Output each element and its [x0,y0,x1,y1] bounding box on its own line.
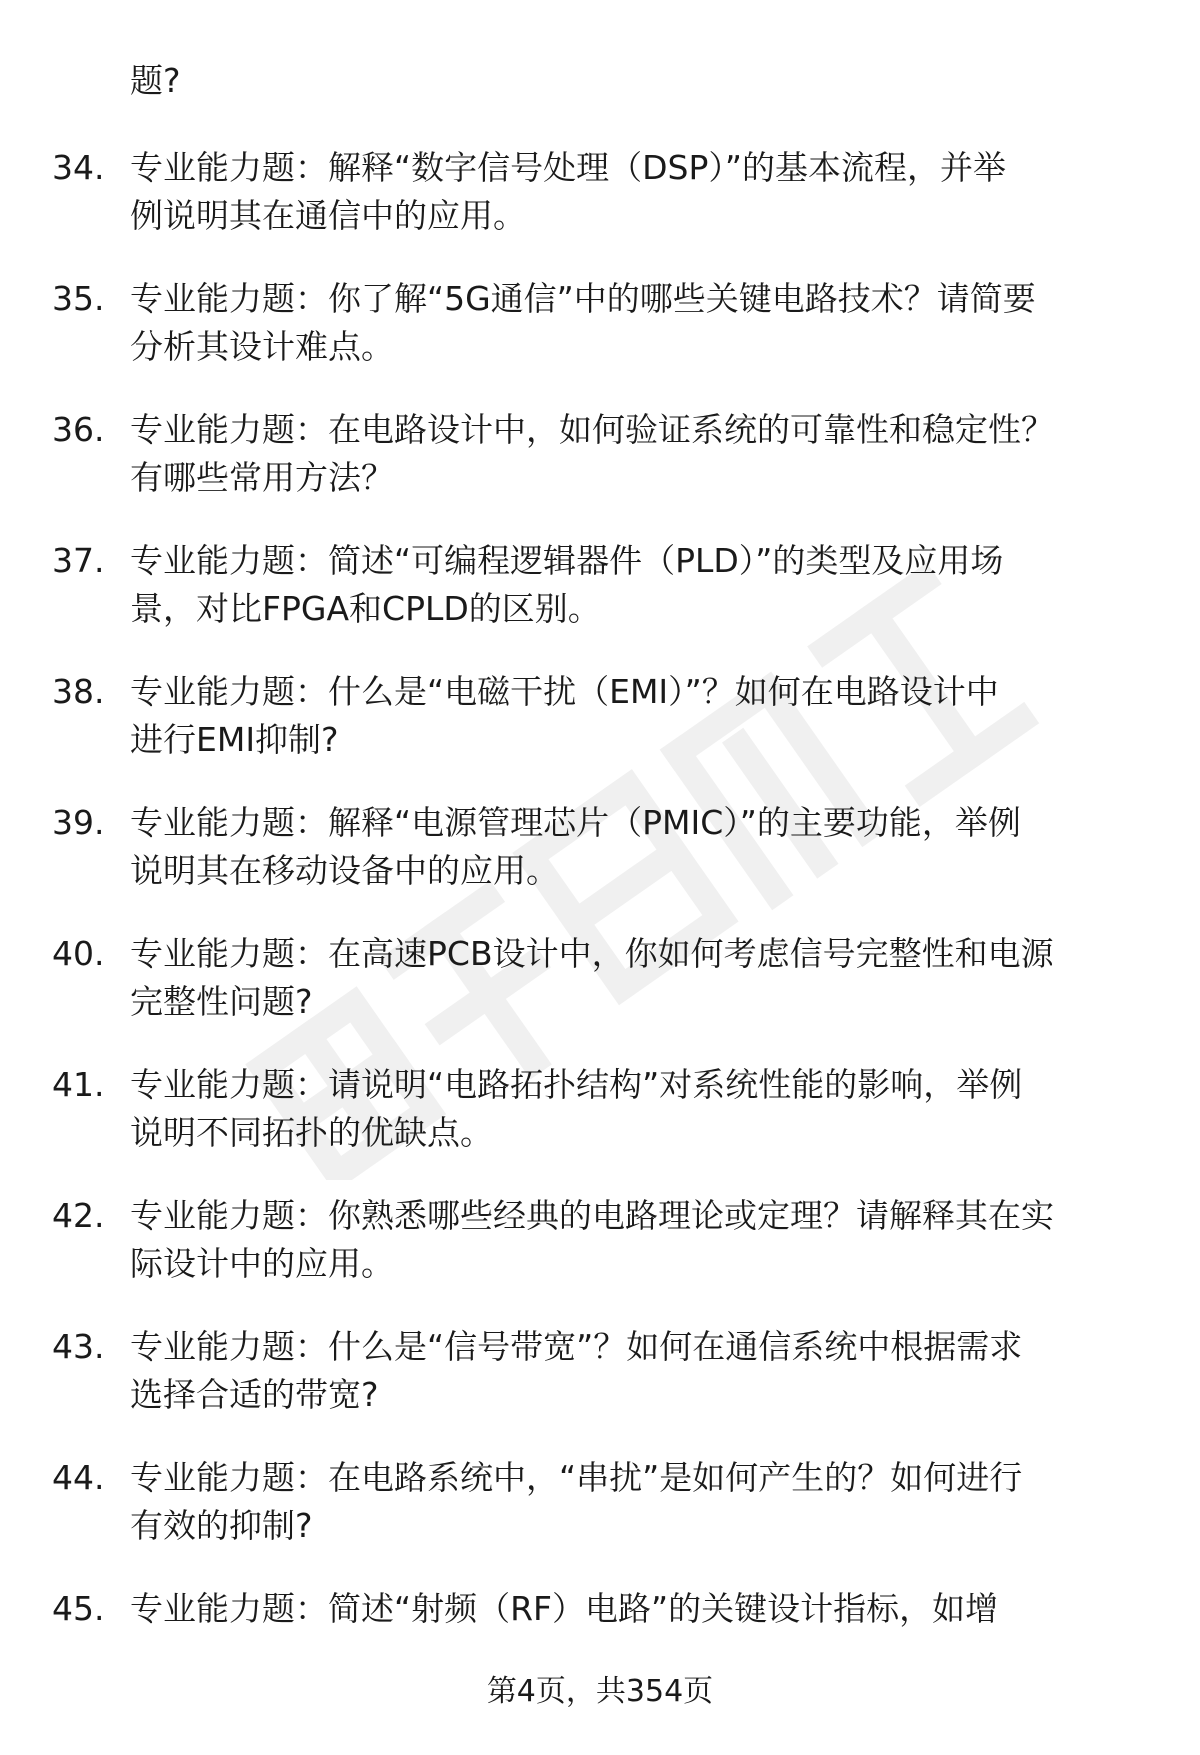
question-text-line: 有效的抑制? [130,1506,313,1545]
question-text-line: 有哪些常用方法？ [130,458,394,497]
question-item [0,800,1200,931]
question-number: 44. [52,1458,105,1497]
question-number: 40. [52,934,105,973]
question-number: 38. [52,672,105,711]
question-number: 41. [52,1065,105,1104]
question-item [0,407,1200,538]
question-number: 34. [52,148,105,187]
question-text-line: 进行EMI抑制? [130,720,339,759]
continuation-text: 题? [130,61,181,100]
question-number: 45. [52,1589,105,1628]
question-text-line: 专业能力题：你了解“5G通信”中的哪些关键电路技术？请简要 [130,279,1036,318]
question-item [0,1193,1200,1324]
question-text-line: 选择合适的带宽? [130,1375,379,1414]
question-number: 42. [52,1196,105,1235]
question-number: 39. [52,803,105,842]
question-text-line: 分析其设计难点。 [130,327,394,366]
question-number: 36. [52,410,105,449]
question-number: 37. [52,541,105,580]
question-text-line: 完整性问题? [130,982,313,1021]
question-item [0,669,1200,800]
question-text-line: 专业能力题：什么是“信号带宽”？如何在通信系统中根据需求 [130,1327,1023,1366]
question-text-line: 专业能力题：请说明“电路拓扑结构”对系统性能的影响，举例 [130,1065,1023,1104]
question-text-line: 专业能力题：解释“数字信号处理（DSP）”的基本流程，并举 [130,148,1006,187]
question-text-line: 专业能力题：你熟悉哪些经典的电路理论或定理？请解释其在实 [130,1196,1054,1235]
question-text-line: 专业能力题：简述“可编程逻辑器件（PLD）”的类型及应用场 [130,541,1004,580]
question-number: 35. [52,279,105,318]
question-item [0,931,1200,1062]
question-text-line: 专业能力题：简述“射频（RF）电路”的关键设计指标，如增 [130,1589,999,1628]
question-text-line: 例说明其在通信中的应用。 [130,196,526,235]
question-text-line: 专业能力题：在电路设计中，如何验证系统的可靠性和稳定性？ [130,410,1054,449]
page-indicator: 第4页，共354页 [486,1674,714,1709]
question-text-line: 说明其在移动设备中的应用。 [130,851,559,890]
question-item [0,276,1200,407]
question-text-line: 说明不同拓扑的优缺点。 [130,1113,493,1152]
question-text-line: 际设计中的应用。 [130,1244,394,1283]
question-item [0,1455,1200,1586]
question-number: 43. [52,1327,105,1366]
question-item [0,538,1200,669]
question-text-line: 景，对比FPGA和CPLD的区别。 [130,589,601,628]
question-item [0,145,1200,276]
question-item [0,1324,1200,1455]
question-text-line: 专业能力题：在高速PCB设计中，你如何考虑信号完整性和电源 [130,934,1054,973]
question-text-line: 专业能力题：在电路系统中，“串扰”是如何产生的？如何进行 [130,1458,1023,1497]
question-text-line: 专业能力题：解释“电源管理芯片（PMIC）”的主要功能，举例 [130,803,1021,842]
question-item [0,1062,1200,1193]
question-text-line: 专业能力题：什么是“电磁干扰（EMI）”？如何在电路设计中 [130,672,999,711]
question-list [0,145,1200,1717]
